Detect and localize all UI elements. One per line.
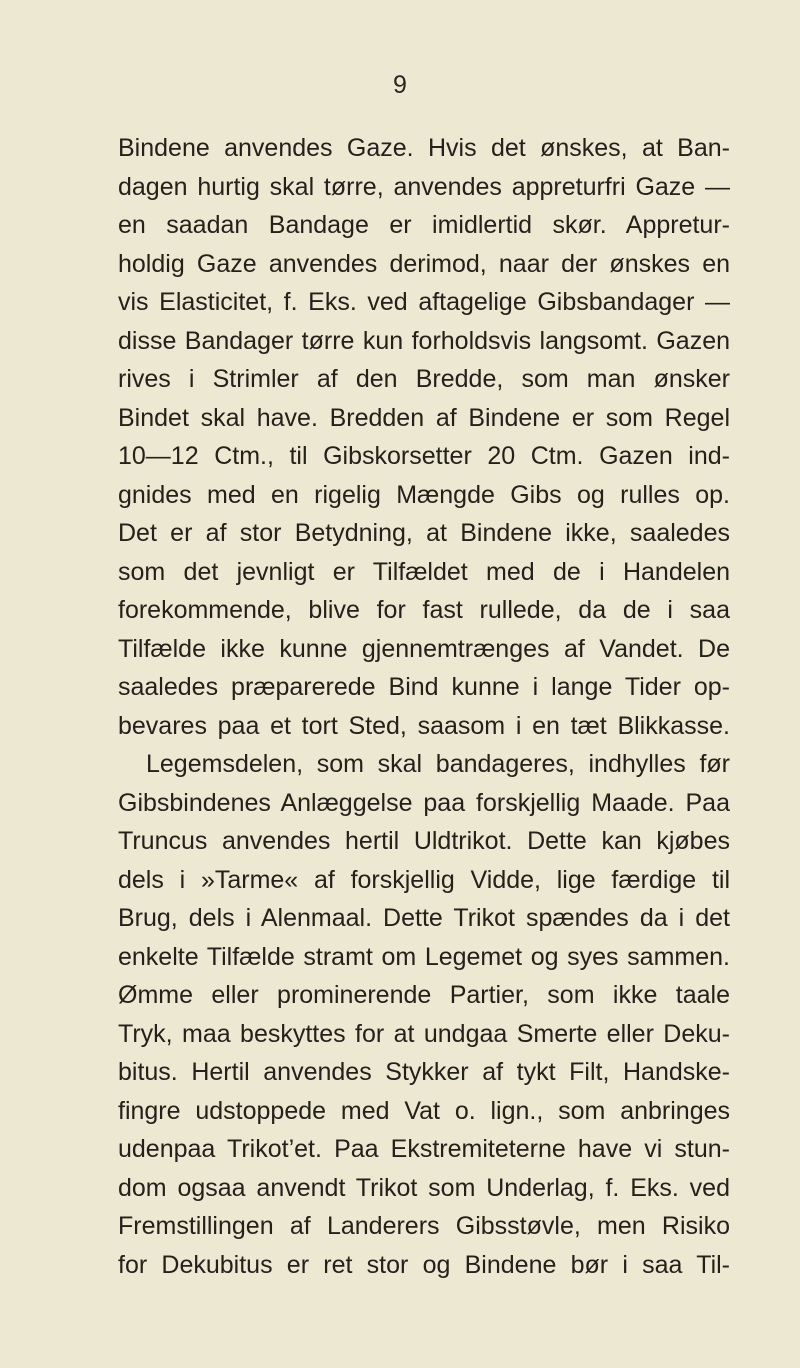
text-line: rives i Strimler af den Bredde, som man ønsker [118, 365, 730, 393]
text-line: Bindet skal have. Bredden af Bindene er som Regel [118, 403, 730, 432]
text-line: en saadan Bandage er imidlertid skør. Appretur- [118, 211, 730, 239]
text-line: bevares paa et tort Sted, saasom i en tæt Blikkasse. [118, 711, 730, 740]
text-line: forekommende, blive for fast rullede, da de i saa [118, 596, 730, 624]
text-line: for Dekubitus er ret stor og Bindene bør i saa Til- [118, 1250, 730, 1279]
text-line: enkelte Tilfælde stramt om Legemet og syes sammen. [118, 942, 730, 971]
text-line: holdig Gaze anvendes derimod, naar der ønskes en [118, 249, 730, 278]
text-line: dagen hurtig skal tørre, anvendes appreturfri Gaze — [118, 172, 730, 201]
body-text [118, 129, 730, 1284]
text-line: Fremstillingen af Landerers Gibsstøvle, men Risiko [118, 1212, 730, 1240]
text-line: Ømme eller prominerende Partier, som ikke taale [118, 981, 730, 1009]
text-line: fingre udstoppede med Vat o. lign., som anbringes [118, 1096, 730, 1125]
text-line: Brug, dels i Alenmaal. Dette Trikot spændes da i det [118, 904, 730, 932]
text-line: udenpaa Trikot’et. Paa Ekstremiteterne have vi stun- [118, 1135, 730, 1163]
text-line: disse Bandager tørre kun forholdsvis langsomt. Gazen [118, 326, 730, 355]
text-line: som det jevnligt er Tilfældet med de i Handelen [118, 557, 730, 586]
text-line: Truncus anvendes hertil Uldtrikot. Dette kan kjøbes [118, 827, 730, 855]
page-number: 9 [393, 71, 407, 99]
text-line: Tilfælde ikke kunne gjennemtrænges af Vandet. De [118, 634, 730, 663]
text-line: gnides med en rigelig Mængde Gibs og rulles op. [118, 480, 730, 509]
text-line: bitus. Hertil anvendes Stykker af tykt Filt, Handske- [118, 1058, 730, 1086]
text-line: dom ogsaa anvendt Trikot som Underlag, f. Eks. ved [118, 1173, 730, 1202]
text-line: 10—12 Ctm., til Gibskorsetter 20 Ctm. Gazen ind- [118, 442, 730, 470]
text-line: dels i »Tarme« af forskjellig Vidde, lige færdige til [118, 865, 730, 894]
paragraph-start-line: Legemsdelen, som skal bandageres, indhylles før [146, 750, 730, 778]
text-line: saaledes præparerede Bind kunne i lange Tider op- [118, 673, 730, 701]
text-line: Bindene anvendes Gaze. Hvis det ønskes, at Ban- [118, 134, 730, 162]
text-line: Gibsbindenes Anlæggelse paa forskjellig Maade. Paa [118, 788, 730, 817]
text-line: Tryk, maa beskyttes for at undgaa Smerte eller Deku- [118, 1019, 730, 1048]
text-line: Det er af stor Betydning, at Bindene ikke, saaledes [118, 519, 730, 547]
text-line: vis Elasticitet, f. Eks. ved aftagelige Gibsbandager — [118, 288, 730, 316]
